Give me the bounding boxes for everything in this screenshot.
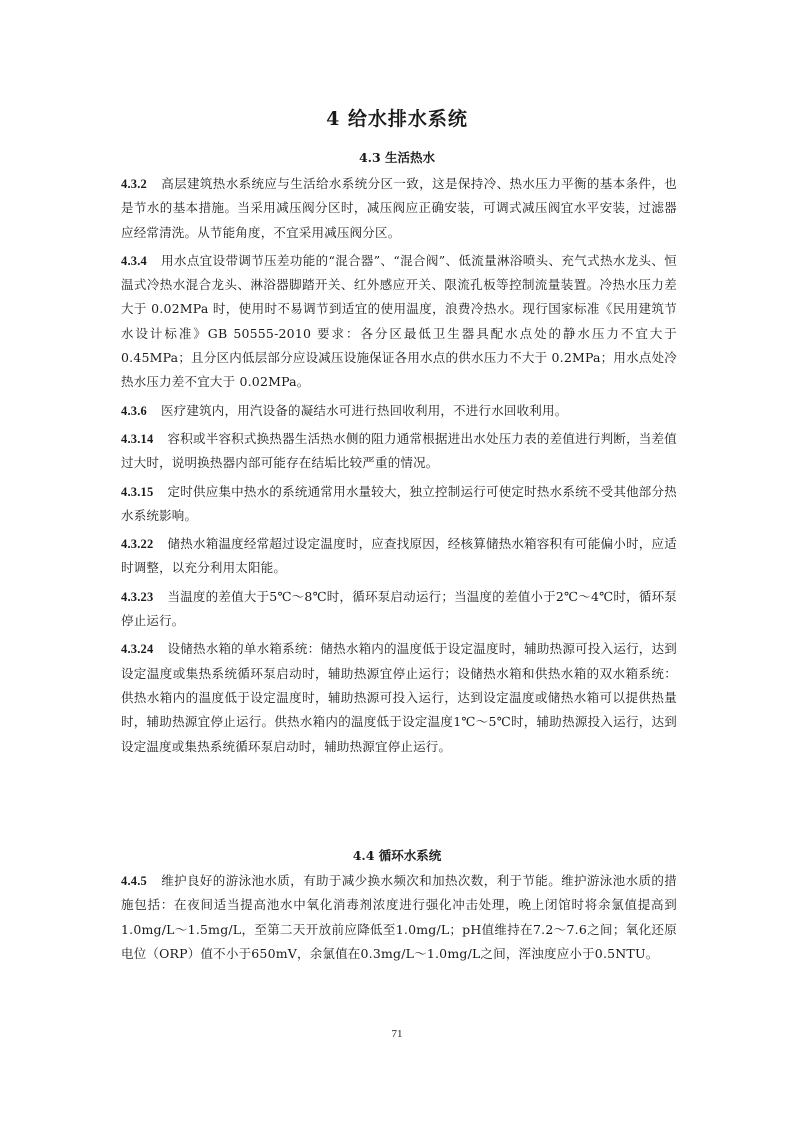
clause-text: 医疗建筑内，用汽设备的凝结水可进行热回收利用，不进行水回收利用。 bbox=[161, 402, 568, 418]
section-title-4-3: 4.3 生活热水 bbox=[358, 150, 436, 165]
clause-number: 4.3.23 bbox=[121, 589, 154, 604]
clause-number: 4.3.14 bbox=[121, 431, 154, 446]
clause-4-3-15 bbox=[121, 480, 677, 529]
clause-text: 定时供应集中热水的系统通常用水量较大，独立控制运行可使定时热水系统不受其他部分热水系统影响。 bbox=[121, 483, 677, 523]
clause-text: 用水点宜设带调节压差功能的“混合器”、“混合阀”、低流量淋浴喷头、充气式热水龙头、恒温式冷热水混合龙头、淋浴器脚踏开关、红外感应开关、限流孔板等控制流量装置。冷热水压力差大于 0.02MPa 时，使用时不易调节到适宜的使用温度，浪费冷热水。现行国家标准《民用建筑节水设计标准》GB 50555-2010 要求：各分区最低卫生器具配水点处的静水压力不宜大于 0.45MPa；且分区内低层部分应设减压设施保证各用水点的供水压力不大于 0.2MPa；用水点处冷热水压力差不宜大于 0.02MPa。 bbox=[121, 252, 677, 390]
clause-text: 维护良好的游泳池水质，有助于减少换水频次和加热次数，利于节能。维护游泳池水质的措施包括：在夜间适当提高池水中氧化消毒剂浓度进行强化冲击处理，晚上闭馆时将余氯值提高到1.0mg/L～1.5mg/L，至第二天开放前应降低至1.0mg/L；pH值维持在7.2～7.6之间；氧化还原电位（ORP）值不小于650mV，余氯值在0.3mg/L～1.0mg/L之间，浑浊度应小于0.5NTU。 bbox=[121, 873, 677, 961]
clause-text: 当温度的差值大于5℃～8℃时，循环泵启动运行；当温度的差值小于2℃～4℃时，循环泵停止运行。 bbox=[121, 588, 677, 629]
clause-number: 4.3.4 bbox=[121, 253, 147, 268]
clause-text: 容积或半容积式换热器生活热水侧的阻力通常根据进出水处压力表的差值进行判断，当差值过大时，说明换热器内部可能存在结垢比较严重的情况。 bbox=[121, 430, 677, 471]
page-number: 71 bbox=[391, 1028, 403, 1040]
clause-4-3-23 bbox=[121, 585, 677, 634]
clause-4-3-6 bbox=[121, 399, 677, 423]
clause-4-3-2 bbox=[121, 172, 677, 245]
clause-number: 4.3.2 bbox=[121, 177, 147, 191]
clause-number: 4.3.6 bbox=[121, 403, 147, 418]
clause-text: 高层建筑热水系统应与生活给水系统分区一致，这是保持冷、热水压力平衡的基本条件，也是节水的基本措施。当采用减压阀分区时，减压阀应正确安装，可调式减压阀宜水平安装，过滤器应经常清洗。从节能角度，不宜采用减压阀分区。 bbox=[121, 176, 677, 240]
clause-number: 4.3.22 bbox=[121, 537, 154, 552]
clause-4-3-22 bbox=[121, 532, 677, 581]
clause-number: 4.3.15 bbox=[121, 484, 154, 499]
clause-text: 设储热水箱的单水箱系统：储热水箱内的温度低于设定温度时，辅助热源可投入运行，达到设定温度或集热系统循环泵启动时，辅助热源宜停止运行；设储热水箱和供热水箱的双水箱系统：供热水箱内的温度低于设定温度时，辅助热源可投入运行，达到设定温度或储热水箱可以提供热量时，辅助热源宜停止运行。供热水箱内的温度低于设定温度1℃～5℃时，辅助热源投入运行，达到设定温度或集热系统循环泵启动时，辅助热源宜停止运行。 bbox=[121, 641, 677, 754]
clause-number: 4.4.5 bbox=[121, 874, 147, 888]
clause-text: 储热水箱温度经常超过设定温度时，应查找原因，经核算储热水箱容积有可能偏小时，应适时调整，以充分利用太阳能。 bbox=[121, 536, 677, 576]
clause-4-3-4 bbox=[121, 249, 677, 395]
clause-4-3-24 bbox=[121, 637, 677, 758]
section-body-4-3 bbox=[121, 172, 677, 763]
section-title-4-4: 4.4 循环水系统 bbox=[352, 848, 442, 863]
clause-4-4-5 bbox=[121, 869, 677, 966]
clause-number: 4.3.24 bbox=[121, 642, 154, 657]
chapter-title: 4 给水排水系统 bbox=[326, 108, 468, 130]
section-body-4-4 bbox=[121, 869, 677, 970]
clause-4-3-14 bbox=[121, 427, 677, 476]
